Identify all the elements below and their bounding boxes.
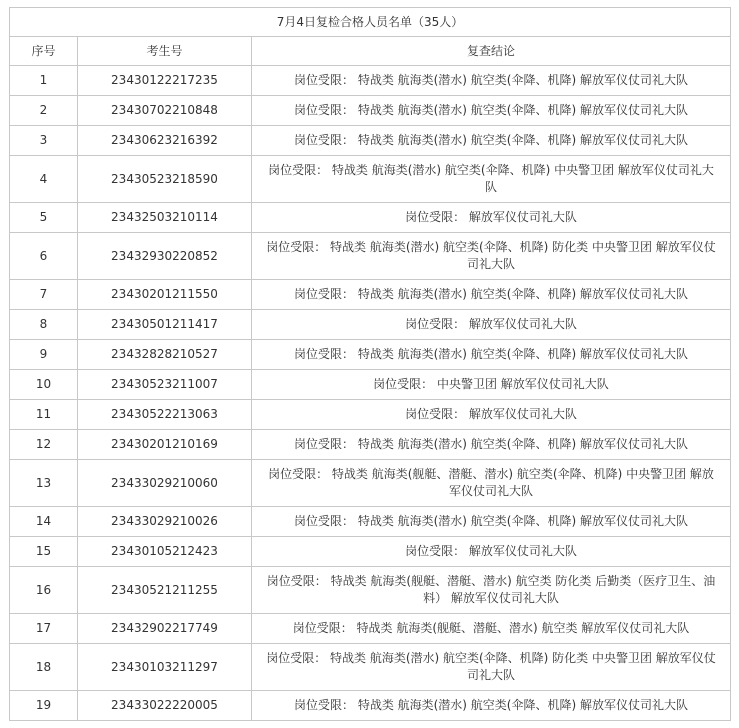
row-exam-id: 23430501211417 [78, 310, 252, 340]
table-row [10, 400, 731, 430]
row-serial: 3 [10, 126, 78, 156]
table-header-row [10, 37, 731, 66]
row-serial: 6 [10, 233, 78, 280]
row-result: 岗位受限： 特战类 航海类(潜水) 航空类(伞降、机降) 解放军仪仗司礼大队 [252, 430, 731, 460]
row-result: 岗位受限： 特战类 航海类(潜水) 航空类(伞降、机降) 解放军仪仗司礼大队 [252, 66, 731, 96]
row-result: 岗位受限： 特战类 航海类(潜水) 航空类(伞降、机降) 解放军仪仗司礼大队 [252, 340, 731, 370]
table-row [10, 537, 731, 567]
row-result: 岗位受限： 解放军仪仗司礼大队 [252, 400, 731, 430]
row-result: 岗位受限： 解放军仪仗司礼大队 [252, 310, 731, 340]
row-serial: 18 [10, 644, 78, 691]
row-result: 岗位受限： 特战类 航海类(潜水) 航空类(伞降、机降) 解放军仪仗司礼大队 [252, 96, 731, 126]
row-exam-id: 23430521211255 [78, 567, 252, 614]
row-serial: 4 [10, 156, 78, 203]
row-serial: 5 [10, 203, 78, 233]
row-result: 岗位受限： 特战类 航海类(潜水) 航空类(伞降、机降) 解放军仪仗司礼大队 [252, 691, 731, 721]
row-serial: 15 [10, 537, 78, 567]
table-row [10, 691, 731, 721]
table-row [10, 156, 731, 203]
row-result: 岗位受限： 特战类 航海类(潜水) 航空类(伞降、机降) 中央警卫团 解放军仪仗司礼大队 [252, 156, 731, 203]
row-exam-id: 23430201210169 [78, 430, 252, 460]
row-result: 岗位受限： 特战类 航海类(潜水) 航空类(伞降、机降) 解放军仪仗司礼大队 [252, 507, 731, 537]
row-exam-id: 23433029210060 [78, 460, 252, 507]
row-serial: 8 [10, 310, 78, 340]
row-result: 岗位受限： 中央警卫团 解放军仪仗司礼大队 [252, 370, 731, 400]
row-serial: 7 [10, 280, 78, 310]
header-serial: 序号 [10, 37, 78, 66]
row-serial: 14 [10, 507, 78, 537]
row-exam-id: 23430105212423 [78, 537, 252, 567]
qualified-list-table [9, 7, 731, 721]
row-serial: 13 [10, 460, 78, 507]
row-serial: 1 [10, 66, 78, 96]
table-title: 7月4日复检合格人员名单（35人） [10, 8, 731, 37]
table-row [10, 340, 731, 370]
table-row [10, 280, 731, 310]
row-exam-id: 23430523218590 [78, 156, 252, 203]
table-row [10, 430, 731, 460]
table-row [10, 370, 731, 400]
row-serial: 16 [10, 567, 78, 614]
table-row [10, 567, 731, 614]
row-exam-id: 23430623216392 [78, 126, 252, 156]
row-exam-id: 23432503210114 [78, 203, 252, 233]
row-result: 岗位受限： 特战类 航海类(潜水) 航空类(伞降、机降) 防化类 中央警卫团 解放军仪仗司礼大队 [252, 233, 731, 280]
row-exam-id: 23430201211550 [78, 280, 252, 310]
row-serial: 10 [10, 370, 78, 400]
table-row [10, 460, 731, 507]
row-result: 岗位受限： 特战类 航海类(舰艇、潜艇、潜水) 航空类 解放军仪仗司礼大队 [252, 614, 731, 644]
row-result: 岗位受限： 特战类 航海类(潜水) 航空类(伞降、机降) 解放军仪仗司礼大队 [252, 126, 731, 156]
row-exam-id: 23432902217749 [78, 614, 252, 644]
table-row [10, 66, 731, 96]
row-result: 岗位受限： 特战类 航海类(舰艇、潜艇、潜水) 航空类(伞降、机降) 中央警卫团 解放军仪仗司礼大队 [252, 460, 731, 507]
row-exam-id: 23432828210527 [78, 340, 252, 370]
header-exam-id: 考生号 [78, 37, 252, 66]
row-serial: 17 [10, 614, 78, 644]
header-result: 复查结论 [252, 37, 731, 66]
table-row [10, 203, 731, 233]
table-row [10, 233, 731, 280]
row-serial: 19 [10, 691, 78, 721]
table-row [10, 126, 731, 156]
row-exam-id: 23430522213063 [78, 400, 252, 430]
row-exam-id: 23430702210848 [78, 96, 252, 126]
row-result: 岗位受限： 特战类 航海类(潜水) 航空类(伞降、机降) 防化类 中央警卫团 解放军仪仗司礼大队 [252, 644, 731, 691]
row-exam-id: 23430103211297 [78, 644, 252, 691]
table-row [10, 614, 731, 644]
row-serial: 9 [10, 340, 78, 370]
table-row [10, 310, 731, 340]
table-row [10, 644, 731, 691]
table-row [10, 96, 731, 126]
table-row [10, 507, 731, 537]
row-serial: 11 [10, 400, 78, 430]
row-serial: 2 [10, 96, 78, 126]
row-result: 岗位受限： 特战类 航海类(舰艇、潜艇、潜水) 航空类 防化类 后勤类（医疗卫生、油料） 解放军仪仗司礼大队 [252, 567, 731, 614]
row-exam-id: 23430122217235 [78, 66, 252, 96]
row-result: 岗位受限： 解放军仪仗司礼大队 [252, 203, 731, 233]
row-result: 岗位受限： 特战类 航海类(潜水) 航空类(伞降、机降) 解放军仪仗司礼大队 [252, 280, 731, 310]
row-exam-id: 23433029210026 [78, 507, 252, 537]
row-exam-id: 23433022220005 [78, 691, 252, 721]
row-serial: 12 [10, 430, 78, 460]
table-title-row [10, 8, 731, 37]
row-exam-id: 23432930220852 [78, 233, 252, 280]
row-exam-id: 23430523211007 [78, 370, 252, 400]
row-result: 岗位受限： 解放军仪仗司礼大队 [252, 537, 731, 567]
